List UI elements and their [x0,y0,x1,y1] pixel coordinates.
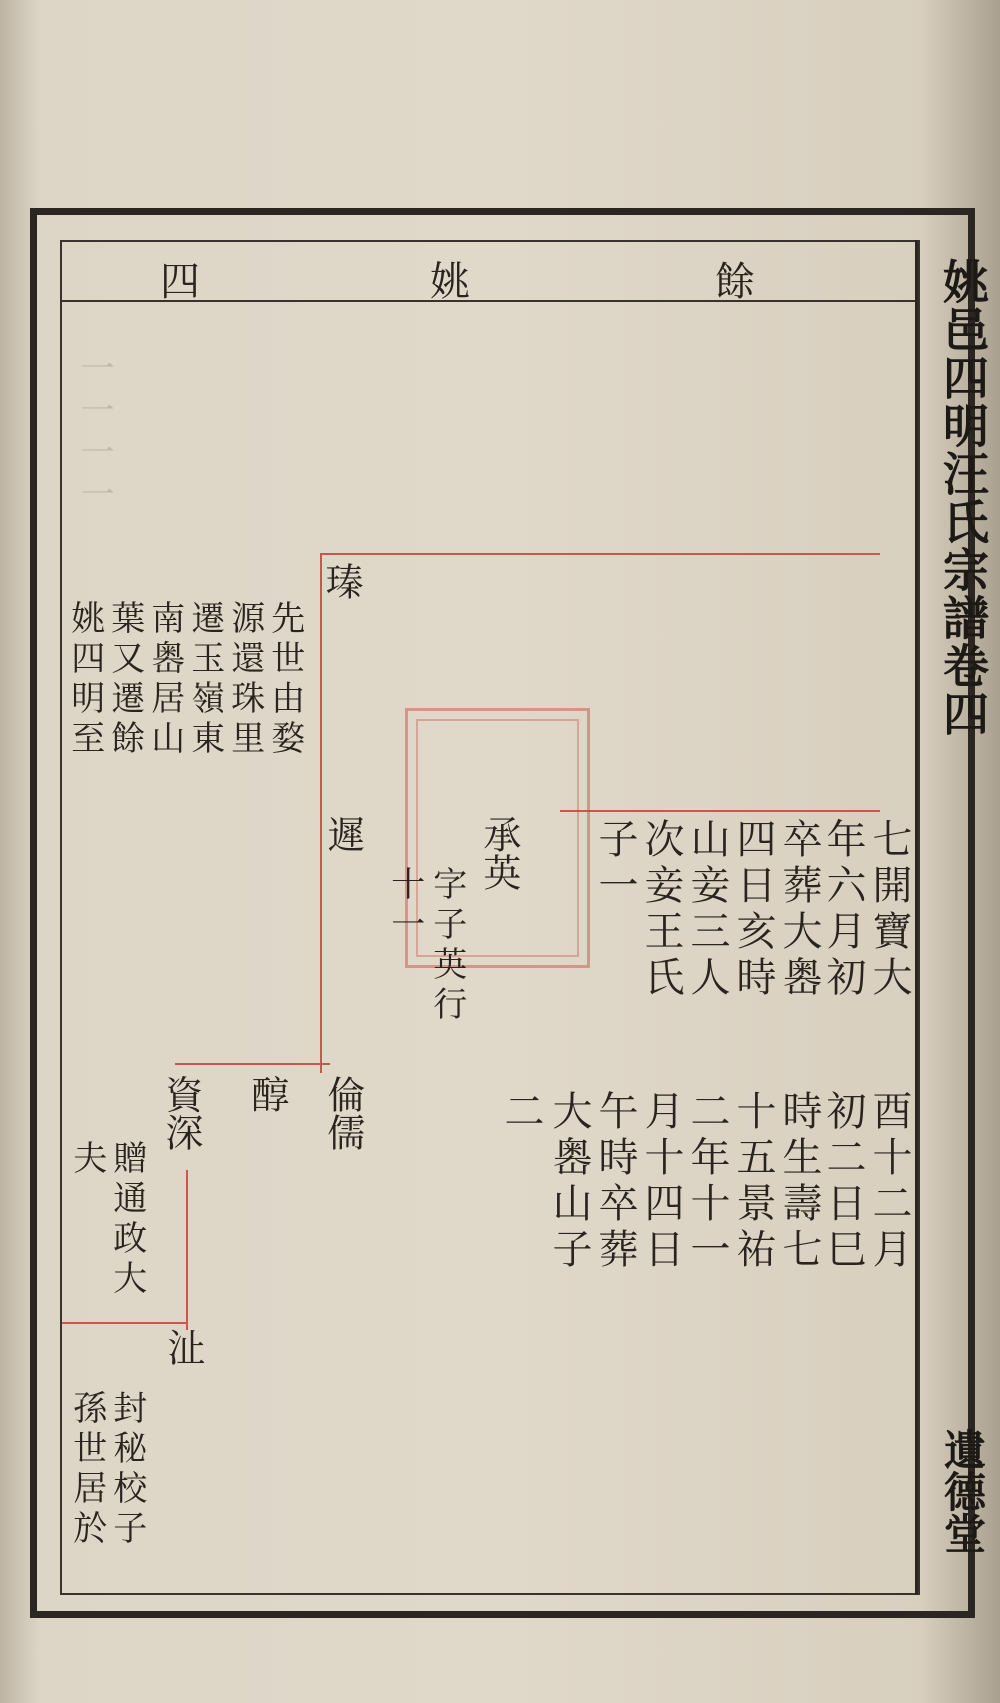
name-shen: 深 [158,1113,203,1151]
spine-title [930,258,996,738]
red-line [320,553,322,1073]
record-lower-1: 午時卒葬 [592,1090,638,1274]
spine-rule [915,240,918,1595]
ancestry-col-3: 遷玉嶺東 [184,600,225,760]
record-lower-3: 二年十一 [684,1090,730,1274]
record-col-6: 年六月初 [820,818,866,1002]
red-line [186,1170,188,1330]
header-right: 餘 [715,259,755,305]
name-chi: 遲 [320,815,365,853]
record-col-1: 子一 [592,818,638,910]
record-col-7: 七開寶大 [866,818,912,1002]
ancestry-col-1: 先世由婺 [264,600,305,760]
record-lower-0: 大嶴山子 [546,1090,592,1274]
zi-note-col-1: 贈通政大 [106,1140,147,1300]
header-center: 姚 [430,259,470,305]
bleed-through-text: 一一一一 [74,350,114,518]
record-col-5: 卒葬大嶴 [776,818,822,1002]
header-left: 四 [160,259,200,305]
red-line [320,553,880,555]
zhi-note-col-1: 封秘校子 [106,1390,147,1550]
name-zi-shen [158,1075,203,1151]
record-lower-6: 初二日巳 [820,1090,866,1274]
name-zi: 資 [158,1075,203,1113]
record-lower-5: 時生壽七 [776,1090,822,1274]
record-col-3: 山妾三人 [684,818,730,1002]
zi-note-col-2: 夫 [66,1140,107,1180]
name-lunru: 倫儒 [320,1075,365,1151]
red-line [560,810,880,812]
spine-title-text: 姚邑四明汪氏宗譜 [936,258,990,642]
name-chun: 醇 [244,1075,289,1113]
record-lower-7: 酉十二月 [866,1090,912,1274]
ancestry-col-4: 南嶴居山 [144,600,185,760]
name-ziying-note: 字子英行 [426,866,467,1026]
name-chengying: 承英 [476,815,521,891]
record-col-2: 次妾王氏 [638,818,684,1002]
record-lower-4: 十五景祐 [730,1090,776,1274]
spine-volume: 卷四 [936,642,990,738]
record-lower-00: 二 [498,1090,544,1136]
name-shiyi-note: 十一 [384,866,425,946]
red-line [62,1322,187,1324]
spine-hall: 遺德堂 [938,1428,987,1554]
record-col-4: 四日亥時 [730,818,776,1002]
ancestry-col-2: 源還珠里 [224,600,265,760]
record-lower-2: 月十四日 [638,1090,684,1274]
name-zhen: 瑧 [318,562,363,600]
name-zhi: 沚 [160,1328,205,1366]
red-line [175,1063,330,1065]
ancestry-col-5: 葉又遷餘 [104,600,145,760]
zhi-note-col-2: 孫世居於 [66,1390,107,1550]
ancestry-col-6: 姚四明至 [64,600,105,760]
